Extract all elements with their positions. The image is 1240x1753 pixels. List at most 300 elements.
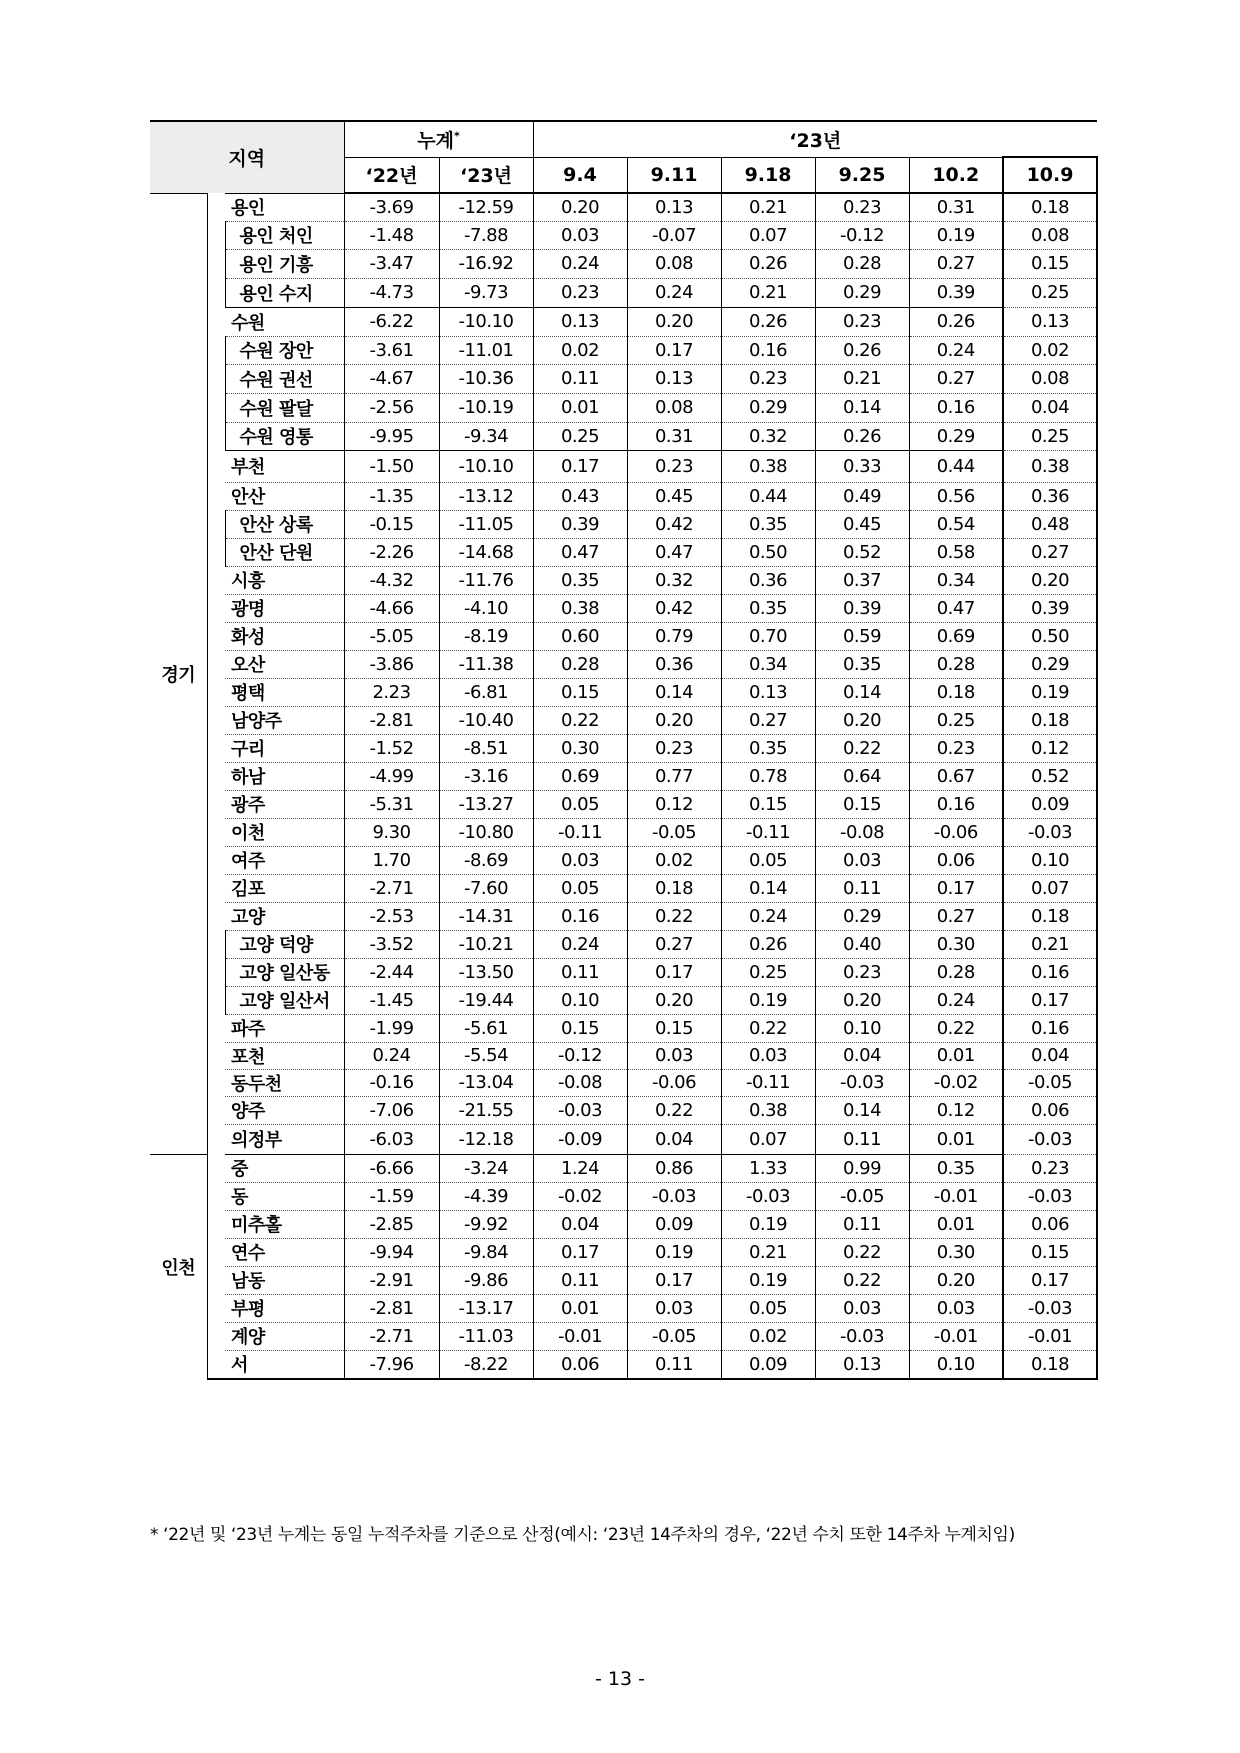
- weekly-change-cell: 0.19: [909, 221, 1003, 249]
- cumulative-23-cell: -10.21: [439, 930, 533, 958]
- indent-cell: [207, 930, 225, 958]
- cumulative-23-cell: -7.88: [439, 221, 533, 249]
- weekly-change-cell: 0.38: [721, 450, 815, 482]
- weekly-change-cell: 0.70: [721, 622, 815, 650]
- weekly-change-cell: 0.35: [533, 566, 627, 594]
- region-name: 구리: [225, 734, 344, 762]
- weekly-change-cell: 0.56: [909, 482, 1003, 510]
- weekly-change-cell: 0.45: [627, 482, 721, 510]
- cumulative-23-cell: -10.36: [439, 364, 533, 393]
- weekly-change-cell: 0.15: [533, 1014, 627, 1042]
- region-name: 김포: [225, 874, 344, 902]
- indent-cell: [207, 1124, 225, 1154]
- region-name: 광주: [225, 790, 344, 818]
- cumulative-22-cell: -2.91: [344, 1266, 439, 1294]
- subregion-name: 고양 일산서: [225, 986, 344, 1014]
- weekly-change-cell: 0.13: [1003, 307, 1097, 336]
- indent-cell: [207, 762, 225, 790]
- weekly-change-cell: 0.19: [721, 1266, 815, 1294]
- weekly-change-cell: 0.29: [1003, 650, 1097, 678]
- indent-cell: [207, 278, 225, 307]
- indent-cell: [207, 1266, 225, 1294]
- weekly-change-cell: 0.26: [909, 307, 1003, 336]
- weekly-change-cell: 0.18: [1003, 902, 1097, 930]
- table-row: [150, 902, 1097, 930]
- indent-cell: [207, 566, 225, 594]
- header-cumulative-mark: *: [453, 129, 460, 143]
- weekly-change-cell: 0.31: [909, 193, 1003, 221]
- weekly-change-cell: 0.47: [627, 538, 721, 566]
- table-row: [150, 1294, 1097, 1322]
- weekly-change-cell: 0.47: [533, 538, 627, 566]
- cumulative-22-cell: 1.70: [344, 846, 439, 874]
- weekly-change-cell: 0.21: [721, 193, 815, 221]
- cumulative-22-cell: -1.99: [344, 1014, 439, 1042]
- province-label: 인천: [150, 1154, 207, 1379]
- region-name: 용인: [225, 193, 344, 221]
- weekly-change-cell: 0.06: [1003, 1096, 1097, 1124]
- weekly-change-cell: 0.27: [909, 249, 1003, 278]
- cumulative-23-cell: -3.16: [439, 762, 533, 790]
- weekly-change-cell: 0.31: [627, 422, 721, 450]
- region-name: 서: [225, 1350, 344, 1379]
- weekly-change-cell: 0.33: [815, 450, 909, 482]
- weekly-change-cell: 0.48: [1003, 510, 1097, 538]
- weekly-change-cell: 0.20: [627, 307, 721, 336]
- weekly-change-cell: 0.03: [815, 846, 909, 874]
- weekly-change-cell: 0.11: [815, 1210, 909, 1238]
- weekly-change-cell: 0.08: [1003, 364, 1097, 393]
- table-row: [150, 336, 1097, 364]
- region-name: 남동: [225, 1266, 344, 1294]
- weekly-change-cell: 0.45: [815, 510, 909, 538]
- weekly-change-cell: 0.29: [721, 393, 815, 422]
- indent-cell: [207, 450, 225, 482]
- weekly-change-cell: 0.39: [1003, 594, 1097, 622]
- table-row: [150, 278, 1097, 307]
- table-row: [150, 538, 1097, 566]
- weekly-change-cell: 0.69: [533, 762, 627, 790]
- cumulative-22-cell: -6.03: [344, 1124, 439, 1154]
- page-number: - 13 -: [595, 1668, 645, 1690]
- region-name: 광명: [225, 594, 344, 622]
- cumulative-22-cell: -2.81: [344, 1294, 439, 1322]
- weekly-change-cell: 0.35: [909, 1154, 1003, 1182]
- cumulative-22-cell: -4.67: [344, 364, 439, 393]
- weekly-change-cell: 0.79: [627, 622, 721, 650]
- weekly-change-cell: 0.20: [533, 193, 627, 221]
- cumulative-23-cell: -9.92: [439, 1210, 533, 1238]
- cumulative-22-cell: -4.99: [344, 762, 439, 790]
- table-row: [150, 650, 1097, 678]
- weekly-change-cell: 0.19: [721, 986, 815, 1014]
- region-name: 하남: [225, 762, 344, 790]
- cumulative-22-cell: -4.32: [344, 566, 439, 594]
- indent-cell: [207, 336, 225, 364]
- weekly-change-cell: 0.24: [627, 278, 721, 307]
- cumulative-22-cell: -2.53: [344, 902, 439, 930]
- table-row: [150, 1350, 1097, 1379]
- weekly-change-cell: 0.12: [1003, 734, 1097, 762]
- weekly-change-cell: 0.25: [1003, 278, 1097, 307]
- weekly-change-cell: 0.38: [1003, 450, 1097, 482]
- indent-cell: [207, 1182, 225, 1210]
- weekly-change-cell: -0.01: [909, 1182, 1003, 1210]
- weekly-change-cell: 0.29: [815, 278, 909, 307]
- region-name: 시흥: [225, 566, 344, 594]
- cumulative-23-cell: -19.44: [439, 986, 533, 1014]
- cumulative-23-cell: -4.10: [439, 594, 533, 622]
- cumulative-23-cell: -11.05: [439, 510, 533, 538]
- weekly-change-cell: 0.13: [627, 364, 721, 393]
- region-name: 동: [225, 1182, 344, 1210]
- cumulative-22-cell: -2.71: [344, 1322, 439, 1350]
- weekly-change-cell: 0.29: [909, 422, 1003, 450]
- weekly-change-cell: 0.09: [721, 1350, 815, 1379]
- weekly-change-cell: -0.07: [627, 221, 721, 249]
- weekly-change-cell: 0.20: [815, 986, 909, 1014]
- weekly-change-cell: 0.10: [533, 986, 627, 1014]
- weekly-change-cell: 0.05: [533, 874, 627, 902]
- weekly-change-cell: 0.40: [815, 930, 909, 958]
- weekly-change-cell: 0.07: [721, 1124, 815, 1154]
- weekly-change-cell: 0.02: [1003, 336, 1097, 364]
- weekly-change-cell: -0.05: [627, 1322, 721, 1350]
- weekly-change-cell: 0.11: [815, 1124, 909, 1154]
- cumulative-23-cell: -13.27: [439, 790, 533, 818]
- region-name: 화성: [225, 622, 344, 650]
- weekly-change-cell: 0.18: [1003, 193, 1097, 221]
- cumulative-22-cell: -5.31: [344, 790, 439, 818]
- region-name: 부천: [225, 450, 344, 482]
- region-name: 의정부: [225, 1124, 344, 1154]
- table-row: [150, 422, 1097, 450]
- weekly-change-cell: 0.12: [627, 790, 721, 818]
- weekly-change-cell: 0.16: [909, 393, 1003, 422]
- region-name: 부평: [225, 1294, 344, 1322]
- weekly-change-cell: 0.32: [627, 566, 721, 594]
- cumulative-23-cell: -10.40: [439, 706, 533, 734]
- table-row: [150, 450, 1097, 482]
- weekly-change-cell: 0.20: [909, 1266, 1003, 1294]
- weekly-change-cell: 0.22: [815, 1266, 909, 1294]
- header-col-22: ‘22년: [344, 157, 439, 193]
- cumulative-23-cell: -3.24: [439, 1154, 533, 1182]
- weekly-change-cell: 0.25: [721, 958, 815, 986]
- weekly-change-cell: 0.21: [721, 1238, 815, 1266]
- cumulative-23-cell: -10.10: [439, 307, 533, 336]
- region-name: 계양: [225, 1322, 344, 1350]
- weekly-change-cell: 0.23: [815, 307, 909, 336]
- subregion-name: 용인 수지: [225, 278, 344, 307]
- weekly-change-cell: 0.47: [909, 594, 1003, 622]
- weekly-change-cell: 0.22: [533, 706, 627, 734]
- indent-cell: [207, 958, 225, 986]
- weekly-change-cell: 0.13: [815, 1350, 909, 1379]
- weekly-change-cell: 0.15: [1003, 249, 1097, 278]
- cumulative-22-cell: -2.71: [344, 874, 439, 902]
- table-row: [150, 1042, 1097, 1069]
- weekly-change-cell: 0.19: [1003, 678, 1097, 706]
- header-week: 9.25: [815, 157, 909, 193]
- weekly-change-cell: 0.17: [627, 1266, 721, 1294]
- indent-cell: [207, 678, 225, 706]
- region-name: 남양주: [225, 706, 344, 734]
- cumulative-22-cell: -7.96: [344, 1350, 439, 1379]
- weekly-change-cell: 0.17: [533, 1238, 627, 1266]
- weekly-change-cell: -0.05: [627, 818, 721, 846]
- table-row: [150, 566, 1097, 594]
- indent-cell: [207, 706, 225, 734]
- region-name: 안산: [225, 482, 344, 510]
- table-row: [150, 193, 1097, 221]
- indent-cell: [207, 874, 225, 902]
- cumulative-22-cell: -6.66: [344, 1154, 439, 1182]
- cumulative-23-cell: -11.03: [439, 1322, 533, 1350]
- weekly-change-cell: 0.03: [533, 221, 627, 249]
- cumulative-23-cell: -13.17: [439, 1294, 533, 1322]
- header-week: 9.11: [627, 157, 721, 193]
- weekly-change-cell: 0.77: [627, 762, 721, 790]
- weekly-change-cell: 0.11: [533, 1266, 627, 1294]
- cumulative-22-cell: -3.61: [344, 336, 439, 364]
- weekly-change-cell: 0.16: [721, 336, 815, 364]
- weekly-change-cell: 0.23: [815, 193, 909, 221]
- weekly-change-cell: 0.28: [909, 958, 1003, 986]
- weekly-change-cell: 0.03: [721, 1042, 815, 1069]
- weekly-change-cell: 0.42: [627, 510, 721, 538]
- table-row: [150, 1154, 1097, 1182]
- table-row: [150, 762, 1097, 790]
- weekly-change-cell: 0.25: [1003, 422, 1097, 450]
- weekly-change-cell: 0.26: [721, 249, 815, 278]
- weekly-change-cell: -0.03: [1003, 818, 1097, 846]
- weekly-change-cell: 0.28: [533, 650, 627, 678]
- weekly-change-cell: 0.22: [627, 1096, 721, 1124]
- subregion-name: 수원 영통: [225, 422, 344, 450]
- indent-cell: [207, 1042, 225, 1069]
- weekly-change-cell: 0.03: [627, 1042, 721, 1069]
- weekly-change-cell: 0.16: [1003, 1014, 1097, 1042]
- weekly-change-cell: 0.04: [1003, 393, 1097, 422]
- table-header: [150, 121, 1097, 193]
- weekly-change-cell: 0.27: [627, 930, 721, 958]
- weekly-change-cell: 0.15: [1003, 1238, 1097, 1266]
- weekly-change-cell: 0.03: [909, 1294, 1003, 1322]
- weekly-change-cell: -0.08: [533, 1069, 627, 1096]
- cumulative-22-cell: -1.48: [344, 221, 439, 249]
- weekly-change-cell: 0.04: [815, 1042, 909, 1069]
- weekly-change-cell: 0.11: [533, 958, 627, 986]
- cumulative-23-cell: -21.55: [439, 1096, 533, 1124]
- weekly-change-cell: 0.14: [815, 678, 909, 706]
- cumulative-23-cell: -14.31: [439, 902, 533, 930]
- table-row: [150, 1069, 1097, 1096]
- weekly-change-cell: 0.38: [533, 594, 627, 622]
- weekly-change-cell: 0.10: [1003, 846, 1097, 874]
- region-name: 중: [225, 1154, 344, 1182]
- subregion-name: 안산 상록: [225, 510, 344, 538]
- weekly-change-cell: -0.08: [815, 818, 909, 846]
- weekly-change-cell: 0.22: [721, 1014, 815, 1042]
- regional-price-change-table: [150, 120, 1098, 1380]
- indent-cell: [207, 249, 225, 278]
- indent-cell: [207, 482, 225, 510]
- cumulative-23-cell: -14.68: [439, 538, 533, 566]
- region-name: 미추홀: [225, 1210, 344, 1238]
- weekly-change-cell: 0.26: [721, 930, 815, 958]
- weekly-change-cell: -0.03: [533, 1096, 627, 1124]
- weekly-change-cell: 0.86: [627, 1154, 721, 1182]
- weekly-change-cell: 0.34: [721, 650, 815, 678]
- table-row: [150, 1266, 1097, 1294]
- weekly-change-cell: 0.10: [815, 1014, 909, 1042]
- cumulative-22-cell: -6.22: [344, 307, 439, 336]
- weekly-change-cell: 0.17: [909, 874, 1003, 902]
- weekly-change-cell: 0.08: [627, 249, 721, 278]
- weekly-change-cell: 0.15: [533, 678, 627, 706]
- weekly-change-cell: 0.03: [533, 846, 627, 874]
- weekly-change-cell: 0.23: [909, 734, 1003, 762]
- weekly-change-cell: 0.20: [1003, 566, 1097, 594]
- cumulative-23-cell: -11.76: [439, 566, 533, 594]
- region-name: 동두천: [225, 1069, 344, 1096]
- weekly-change-cell: 0.09: [627, 1210, 721, 1238]
- weekly-change-cell: 0.52: [815, 538, 909, 566]
- cumulative-23-cell: -8.22: [439, 1350, 533, 1379]
- cumulative-23-cell: -6.81: [439, 678, 533, 706]
- weekly-change-cell: 0.14: [815, 393, 909, 422]
- indent-cell: [207, 307, 225, 336]
- weekly-change-cell: 0.36: [1003, 482, 1097, 510]
- cumulative-23-cell: -5.54: [439, 1042, 533, 1069]
- region-name: 고양: [225, 902, 344, 930]
- weekly-change-cell: -0.06: [909, 818, 1003, 846]
- weekly-change-cell: 0.04: [1003, 1042, 1097, 1069]
- cumulative-22-cell: -7.06: [344, 1096, 439, 1124]
- table-row: [150, 1096, 1097, 1124]
- cumulative-23-cell: -9.86: [439, 1266, 533, 1294]
- weekly-change-cell: 0.01: [909, 1210, 1003, 1238]
- table-row: [150, 249, 1097, 278]
- weekly-change-cell: 0.30: [909, 930, 1003, 958]
- table-row: [150, 221, 1097, 249]
- weekly-change-cell: 0.36: [627, 650, 721, 678]
- weekly-change-cell: 0.14: [815, 1096, 909, 1124]
- weekly-change-cell: 0.05: [533, 790, 627, 818]
- weekly-change-cell: -0.02: [909, 1069, 1003, 1096]
- weekly-change-cell: 0.27: [909, 902, 1003, 930]
- indent-cell: [207, 193, 225, 221]
- weekly-change-cell: 0.64: [815, 762, 909, 790]
- indent-cell: [207, 221, 225, 249]
- cumulative-23-cell: -9.73: [439, 278, 533, 307]
- weekly-change-cell: 0.49: [815, 482, 909, 510]
- cumulative-23-cell: -4.39: [439, 1182, 533, 1210]
- weekly-change-cell: 0.21: [1003, 930, 1097, 958]
- weekly-change-cell: 0.13: [533, 307, 627, 336]
- header-cumulative-label: 누계: [417, 129, 454, 152]
- table-row: [150, 1322, 1097, 1350]
- indent-cell: [207, 1014, 225, 1042]
- weekly-change-cell: 0.39: [533, 510, 627, 538]
- weekly-change-cell: 0.50: [1003, 622, 1097, 650]
- weekly-change-cell: 0.02: [533, 336, 627, 364]
- cumulative-22-cell: -3.86: [344, 650, 439, 678]
- header-week: 9.4: [533, 157, 627, 193]
- weekly-change-cell: 0.15: [721, 790, 815, 818]
- weekly-change-cell: 0.07: [1003, 874, 1097, 902]
- weekly-change-cell: 0.23: [627, 734, 721, 762]
- indent-cell: [207, 422, 225, 450]
- weekly-change-cell: -0.03: [815, 1069, 909, 1096]
- weekly-change-cell: 0.38: [721, 1096, 815, 1124]
- table-row: [150, 1182, 1097, 1210]
- indent-cell: [207, 734, 225, 762]
- subregion-name: 안산 단원: [225, 538, 344, 566]
- weekly-change-cell: 0.24: [533, 930, 627, 958]
- weekly-change-cell: 1.33: [721, 1154, 815, 1182]
- weekly-change-cell: 0.09: [1003, 790, 1097, 818]
- indent-cell: [207, 1294, 225, 1322]
- weekly-change-cell: 0.30: [533, 734, 627, 762]
- indent-cell: [207, 510, 225, 538]
- weekly-change-cell: 0.43: [533, 482, 627, 510]
- weekly-change-cell: 0.05: [721, 1294, 815, 1322]
- weekly-change-cell: 0.17: [627, 958, 721, 986]
- weekly-change-cell: 0.11: [533, 364, 627, 393]
- weekly-change-cell: 0.54: [909, 510, 1003, 538]
- table-row: [150, 364, 1097, 393]
- weekly-change-cell: -0.11: [721, 818, 815, 846]
- weekly-change-cell: 0.12: [909, 1096, 1003, 1124]
- weekly-change-cell: 0.26: [721, 307, 815, 336]
- indent-cell: [207, 393, 225, 422]
- weekly-change-cell: 0.11: [627, 1350, 721, 1379]
- cumulative-22-cell: -1.50: [344, 450, 439, 482]
- weekly-change-cell: 0.16: [909, 790, 1003, 818]
- cumulative-22-cell: -4.73: [344, 278, 439, 307]
- weekly-change-cell: -0.06: [627, 1069, 721, 1096]
- weekly-change-cell: 0.01: [909, 1042, 1003, 1069]
- subregion-name: 수원 권선: [225, 364, 344, 393]
- weekly-change-cell: 0.36: [721, 566, 815, 594]
- weekly-change-cell: 0.78: [721, 762, 815, 790]
- cumulative-22-cell: 9.30: [344, 818, 439, 846]
- weekly-change-cell: 0.10: [909, 1350, 1003, 1379]
- cumulative-23-cell: -10.19: [439, 393, 533, 422]
- weekly-change-cell: 0.52: [1003, 762, 1097, 790]
- indent-cell: [207, 846, 225, 874]
- weekly-change-cell: 0.18: [909, 678, 1003, 706]
- weekly-change-cell: 0.18: [627, 874, 721, 902]
- weekly-change-cell: -0.11: [533, 818, 627, 846]
- header-week: 10.9: [1003, 157, 1097, 193]
- indent-cell: [207, 538, 225, 566]
- weekly-change-cell: 0.22: [909, 1014, 1003, 1042]
- table-row: [150, 734, 1097, 762]
- weekly-change-cell: 0.06: [909, 846, 1003, 874]
- weekly-change-cell: 0.06: [533, 1350, 627, 1379]
- indent-cell: [207, 1322, 225, 1350]
- weekly-change-cell: 0.16: [1003, 958, 1097, 986]
- weekly-change-cell: 0.04: [533, 1210, 627, 1238]
- weekly-change-cell: 0.32: [721, 422, 815, 450]
- weekly-change-cell: 0.44: [721, 482, 815, 510]
- weekly-change-cell: 0.24: [909, 336, 1003, 364]
- weekly-change-cell: -0.03: [1003, 1294, 1097, 1322]
- cumulative-22-cell: -0.15: [344, 510, 439, 538]
